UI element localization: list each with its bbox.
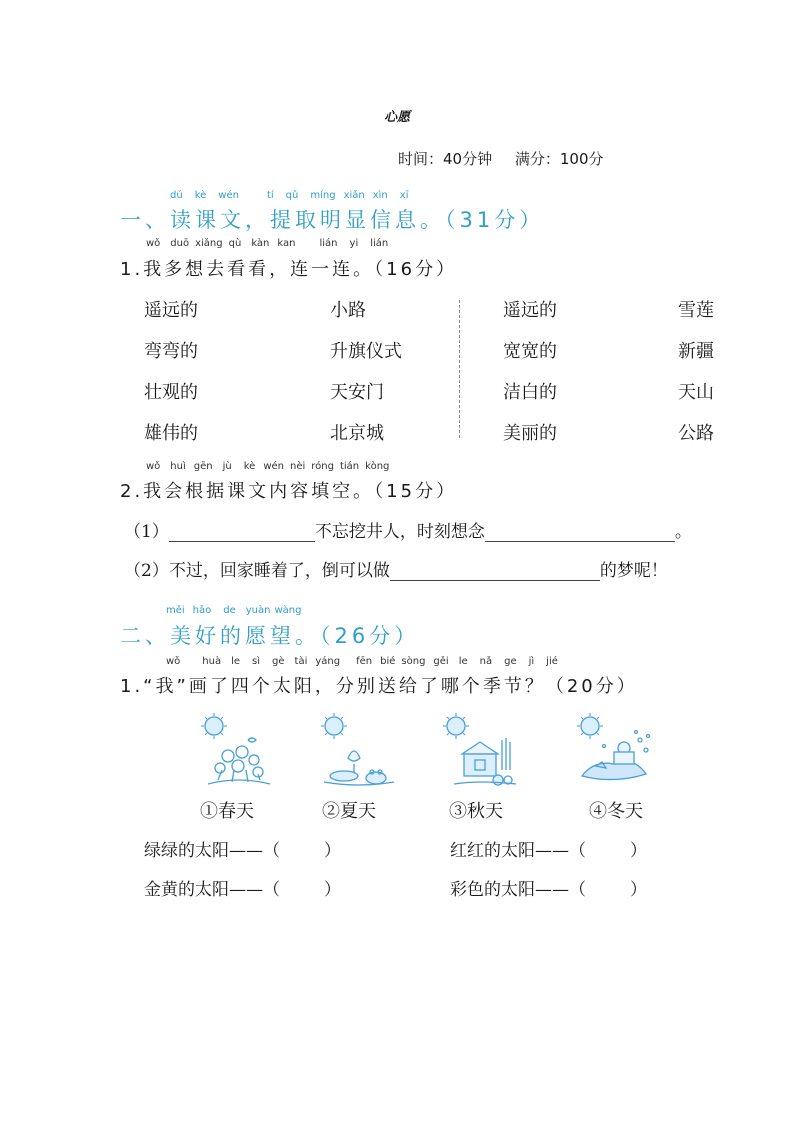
caption-spring: ①春天 bbox=[200, 801, 254, 822]
mid-word-4[interactable]: 北京城 bbox=[330, 423, 384, 444]
left-word-4[interactable]: 雄伟的 bbox=[144, 423, 198, 444]
page-title: 心愿 bbox=[383, 110, 410, 125]
blank-1[interactable] bbox=[169, 523, 315, 542]
spring-sun-illustration bbox=[198, 710, 278, 790]
column-divider bbox=[459, 300, 460, 438]
right-a-word-1[interactable]: 遥远的 bbox=[503, 300, 557, 321]
right-a-word-3[interactable]: 洁白的 bbox=[503, 382, 557, 403]
match-red-sun: 红红的太阳——（ ） bbox=[450, 841, 647, 861]
caption-autumn: ③秋天 bbox=[449, 801, 503, 822]
section2-score: （26分） bbox=[320, 624, 420, 648]
section1-heading bbox=[120, 204, 544, 234]
left-word-3[interactable]: 壮观的 bbox=[144, 382, 198, 403]
section2-pinyin: měi hǎo de yuàn wàng bbox=[166, 605, 302, 616]
section1-score: （31分） bbox=[445, 208, 545, 232]
autumn-sun-illustration bbox=[440, 710, 520, 790]
left-word-1[interactable]: 遥远的 bbox=[144, 300, 198, 321]
match-colorful-sun: 彩色的太阳——（ ） bbox=[450, 880, 647, 900]
blank-2[interactable] bbox=[485, 523, 675, 542]
right-a-word-4[interactable]: 美丽的 bbox=[503, 423, 557, 444]
q2-label: 2.我会根据课文内容填空。（15分） bbox=[120, 481, 458, 502]
s2q1-label: 1.“我”画了四个太阳，分别送给了哪个季节？（20分） bbox=[120, 676, 638, 697]
right-a-word-2[interactable]: 宽宽的 bbox=[503, 341, 557, 362]
right-b-word-4[interactable]: 公路 bbox=[678, 423, 714, 444]
fill-line-1: （1） 不忘挖井人，时刻想念 。 bbox=[124, 522, 692, 542]
section2-title: 二、美好的愿望。 bbox=[120, 624, 320, 648]
q1-pinyin: wǒ duō xiǎng qù kàn kan lián yi lián bbox=[146, 238, 389, 249]
section1-title: 一、读课文，提取明显信息。 bbox=[120, 208, 445, 232]
match-golden-sun: 金黄的太阳——（ ） bbox=[144, 880, 341, 900]
right-b-word-1[interactable]: 雪莲 bbox=[678, 300, 714, 321]
time-info bbox=[398, 148, 622, 169]
right-b-word-3[interactable]: 天山 bbox=[678, 382, 714, 403]
q2-pinyin: wǒ huì gēn jù kè wén nèi róng tián kòng bbox=[146, 461, 390, 472]
left-word-2[interactable]: 弯弯的 bbox=[144, 341, 198, 362]
q1-label: 1.我多想去看看，连一连。（16分） bbox=[120, 259, 458, 280]
mid-word-2[interactable]: 升旗仪式 bbox=[330, 341, 402, 362]
winter-sun-illustration bbox=[574, 710, 654, 790]
right-b-word-2[interactable]: 新疆 bbox=[678, 341, 714, 362]
time-limit: 时间：40分钟 bbox=[398, 150, 493, 168]
mid-word-3[interactable]: 天安门 bbox=[330, 382, 384, 403]
s2q1-pinyin: wǒ huà le sì gè tài yáng fēn bié sòng gěi le nǎ ge jì jié bbox=[166, 656, 558, 667]
section2-heading bbox=[120, 620, 419, 650]
match-green-sun: 绿绿的太阳——（ ） bbox=[144, 841, 341, 861]
section1-pinyin: dú kè wén tí qǔ míng xiǎn xìn xī bbox=[170, 190, 409, 201]
caption-summer: ②夏天 bbox=[322, 801, 376, 822]
full-score: 满分：100分 bbox=[514, 150, 604, 168]
fill-line-2: （2）不过，回家睡着了，倒可以做 的梦呢！ bbox=[124, 561, 668, 581]
caption-winter: ④冬天 bbox=[589, 801, 643, 822]
blank-3[interactable] bbox=[390, 562, 600, 581]
summer-sun-illustration bbox=[318, 710, 398, 790]
mid-word-1[interactable]: 小路 bbox=[330, 300, 366, 321]
